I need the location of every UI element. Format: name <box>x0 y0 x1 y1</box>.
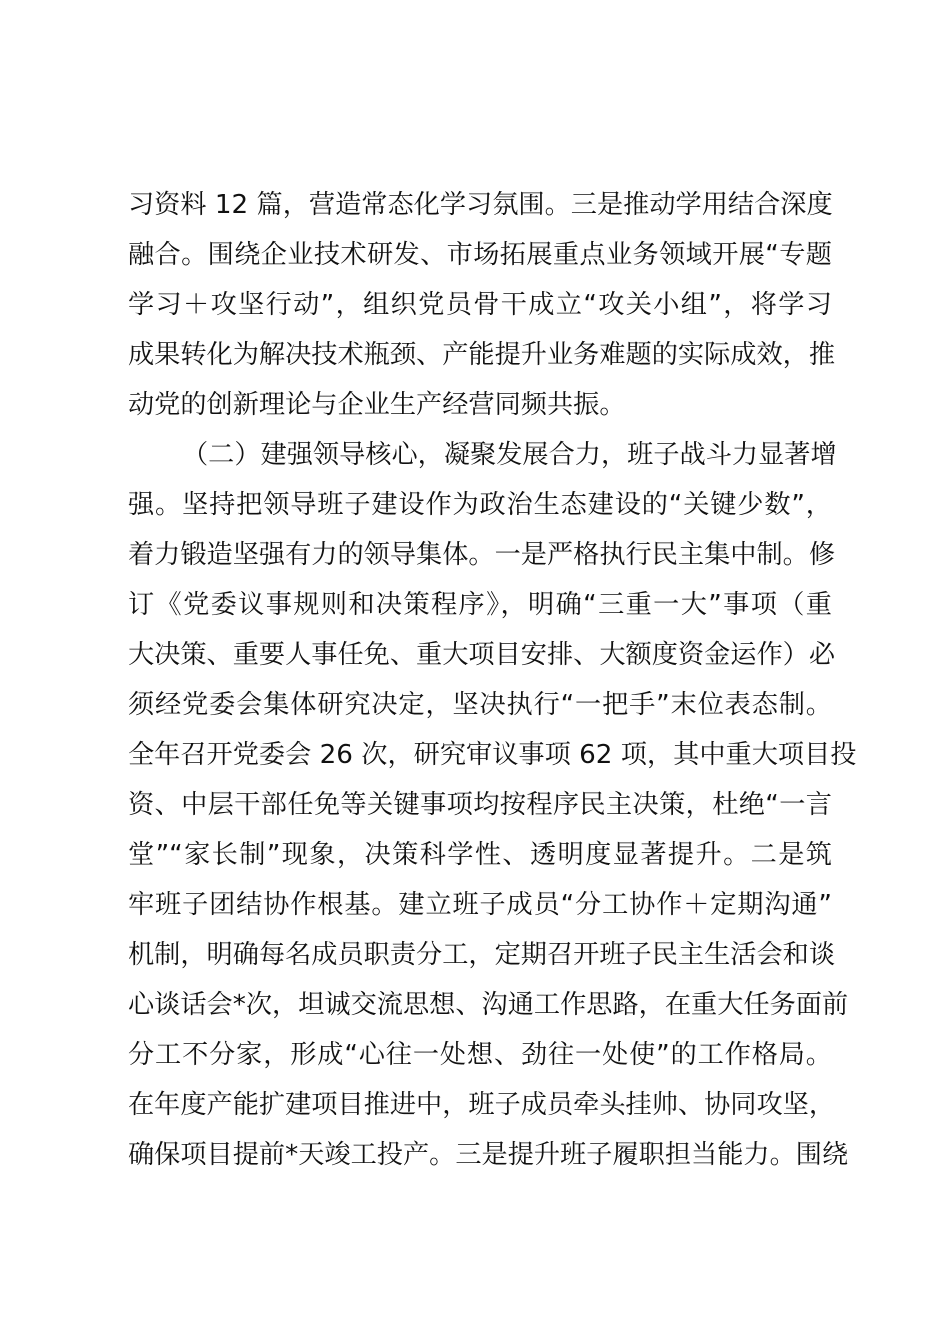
text-line: 大决策、重要人事任免、重大项目安排、大额度资金运作）必 <box>128 640 836 670</box>
text-line: 动党的创新理论与企业生产经营同频共振。 <box>128 390 626 420</box>
text-line: 确保项目提前*天竣工投产。三是提升班子履职担当能力。围绕 <box>128 1140 849 1170</box>
text-line: 堂”“家长制”现象，决策科学性、透明度显著提升。二是筑 <box>128 840 832 870</box>
text-line: 资、中层干部任免等关键事项均按程序民主决策，杜绝“一言 <box>128 790 832 820</box>
text-line: 成果转化为解决技术瓶颈、产能提升业务难题的实际成效，推 <box>128 340 836 370</box>
text-line: 习资料 12 篇，营造常态化学习氛围。三是推动学用结合深度 <box>128 190 833 220</box>
document-page <box>128 180 857 1180</box>
text-line: 强。坚持把领导班子建设作为政治生态建设的“关键少数”， <box>128 490 832 520</box>
paragraph-study-continuation <box>128 180 836 430</box>
section-heading-line: （二）建强领导核心，凝聚发展合力，班子战斗力显著增 <box>182 440 837 470</box>
text-line: 着力锻造坚强有力的领导集体。一是严格执行民主集中制。修 <box>128 540 836 570</box>
paragraph-leadership-core <box>128 430 857 1180</box>
text-line: 在年度产能扩建项目推进中，班子成员牵头挂帅、协同攻坚， <box>128 1090 836 1120</box>
text-line: 须经党委会集体研究决定，坚决执行“一把手”末位表态制。 <box>128 690 832 720</box>
text-line: 心谈话会*次，坦诚交流思想、沟通工作思路，在重大任务面前 <box>128 990 849 1020</box>
text-line: 全年召开党委会 26 次，研究审议事项 62 项，其中重大项目投 <box>128 740 857 770</box>
text-line: 订《党委议事规则和决策程序》，明确“三重一大”事项（重 <box>128 590 832 620</box>
text-line: 牢班子团结协作根基。建立班子成员“分工协作＋定期沟通” <box>128 890 832 920</box>
text-line: 学习＋攻坚行动”，组织党员骨干成立“攻关小组”，将学习 <box>128 290 832 320</box>
text-line: 分工不分家，形成“心往一处想、劲往一处使”的工作格局。 <box>128 1040 832 1070</box>
text-line: 机制，明确每名成员职责分工，定期召开班子民主生活会和谈 <box>128 940 836 970</box>
text-line: 融合。围绕企业技术研发、市场拓展重点业务领域开展“专题 <box>128 240 832 270</box>
